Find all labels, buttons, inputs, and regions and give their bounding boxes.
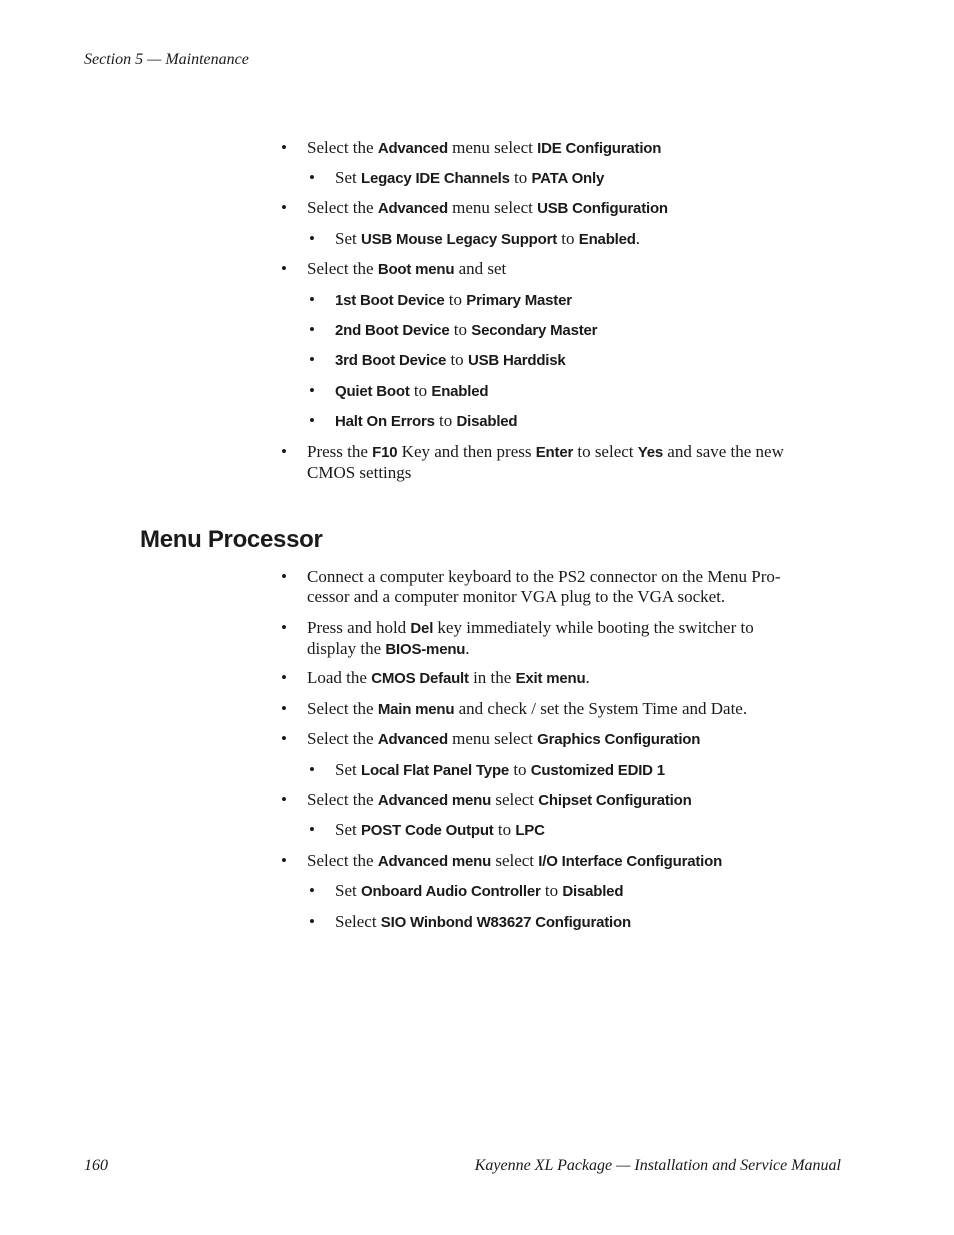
bullet-icon: • bbox=[281, 729, 287, 748]
bullet-icon: • bbox=[309, 290, 315, 309]
section-heading: Menu Processor bbox=[140, 526, 323, 553]
list-item: • Select the Advanced menu select Graphics Configuration bbox=[281, 729, 701, 748]
list-item: • Select the Advanced menu select I/O Interface Configuration bbox=[281, 851, 723, 870]
list-item: • 3rd Boot Device to USB Harddisk bbox=[309, 350, 566, 369]
bullet-icon: • bbox=[309, 381, 315, 400]
list-item: • Set POST Code Output to LPC bbox=[309, 820, 545, 839]
list-item: • Select the Advanced menu select USB Configuration bbox=[281, 198, 668, 217]
bullet-icon: • bbox=[281, 790, 287, 809]
running-footer: Kayenne XL Package — Installation and Service Manual bbox=[474, 1157, 841, 1174]
running-header: Section 5 — Maintenance bbox=[84, 51, 249, 68]
bullet-icon: • bbox=[281, 259, 287, 278]
bullet-icon: • bbox=[309, 229, 315, 248]
bullet-icon: • bbox=[281, 198, 287, 217]
list-item: • 2nd Boot Device to Secondary Master bbox=[309, 320, 598, 339]
list-item: • Halt On Errors to Disabled bbox=[309, 411, 518, 430]
bullet-icon: • bbox=[281, 442, 287, 461]
bullet-icon: • bbox=[309, 350, 315, 369]
list-item: • Select the Main menu and check / set the System Time and Date. bbox=[281, 699, 748, 718]
list-item: • Select the Boot menu and set bbox=[281, 259, 507, 278]
bullet-icon: • bbox=[281, 618, 287, 637]
bullet-icon: • bbox=[309, 168, 315, 187]
bullet-icon: • bbox=[281, 668, 287, 687]
bullet-icon: • bbox=[309, 820, 315, 839]
list-item: • Load the CMOS Default in the Exit menu. bbox=[281, 668, 590, 687]
list-item: • Press and hold Del key immediately while booting the switcher to display the BIOS-menu. bbox=[281, 618, 754, 658]
bullet-icon: • bbox=[281, 138, 287, 157]
list-item: • Set Legacy IDE Channels to PATA Only bbox=[309, 168, 605, 187]
list-item: • Set Onboard Audio Controller to Disabled bbox=[309, 881, 624, 900]
list-item: • Select the Advanced menu select IDE Configuration bbox=[281, 138, 662, 157]
page-number: 160 bbox=[84, 1157, 108, 1174]
bullet-icon: • bbox=[309, 320, 315, 339]
bullet-icon: • bbox=[309, 881, 315, 900]
bullet-icon: • bbox=[281, 567, 287, 586]
bullet-icon: • bbox=[309, 411, 315, 430]
list-item: • Set USB Mouse Legacy Support to Enabled. bbox=[309, 229, 640, 248]
bullet-icon: • bbox=[281, 851, 287, 870]
list-item: • Set Local Flat Panel Type to Customized EDID 1 bbox=[309, 760, 665, 779]
list-item: • Quiet Boot to Enabled bbox=[309, 381, 489, 400]
list-item: • Select the Advanced menu select Chipset Configuration bbox=[281, 790, 692, 809]
list-item: • Connect a computer keyboard to the PS2 connector on the Menu Pro- cessor and a computer monitor VGA plug to the VGA socket. bbox=[281, 567, 781, 606]
list-item: • Press the F10 Key and then press Enter to select Yes and save the new CMOS settings bbox=[281, 442, 784, 482]
bullet-icon: • bbox=[281, 699, 287, 718]
list-item: • Select SIO Winbond W83627 Configuration bbox=[309, 912, 631, 931]
bullet-icon: • bbox=[309, 760, 315, 779]
bullet-icon: • bbox=[309, 912, 315, 931]
list-item: • 1st Boot Device to Primary Master bbox=[309, 290, 572, 309]
